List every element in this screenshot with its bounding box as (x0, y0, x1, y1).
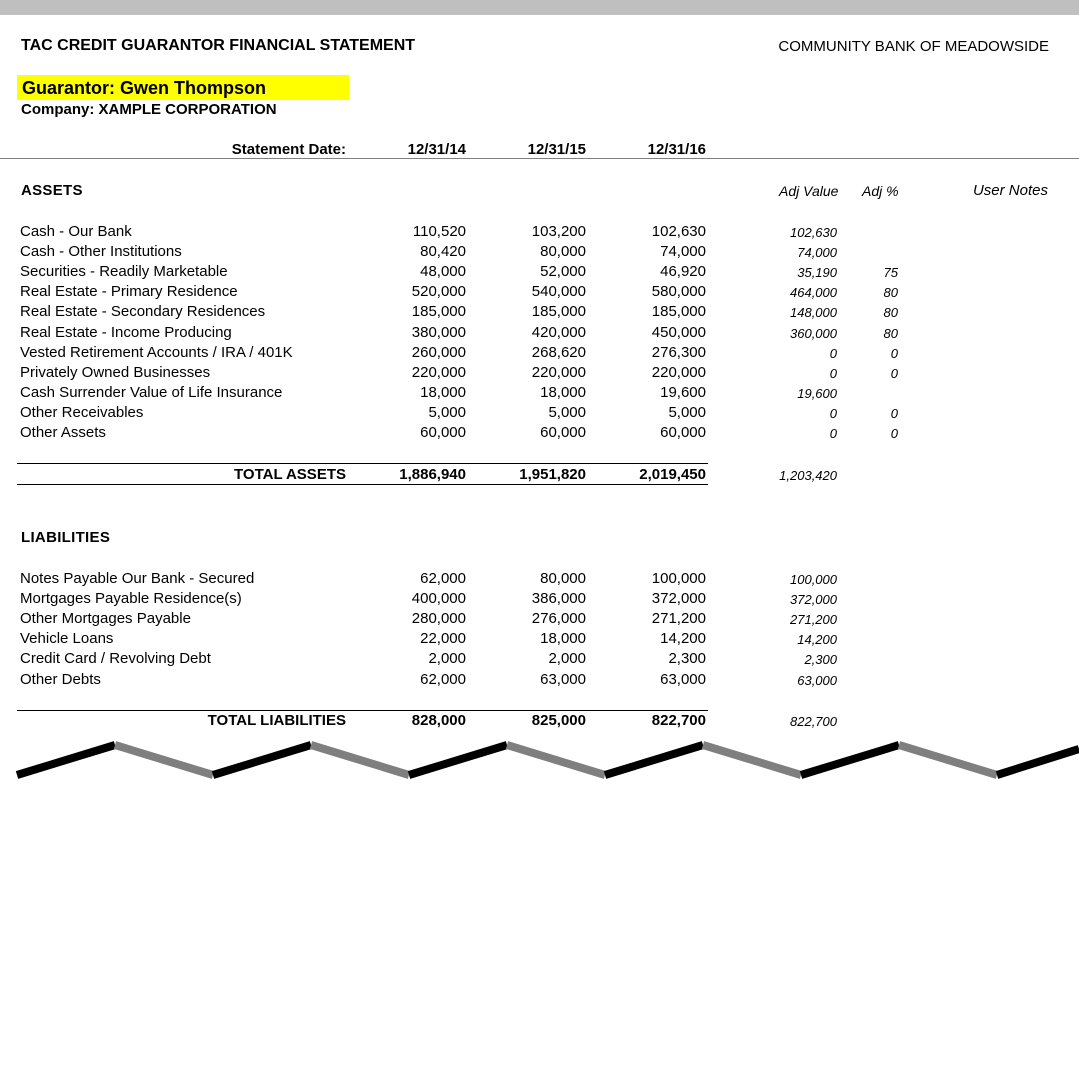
assets-adj-value: 74,000 (797, 245, 837, 261)
total-assets-label: TOTAL ASSETS (234, 466, 346, 483)
assets-adj-value: 0 (829, 365, 837, 381)
assets-label: Cash - Other Institutions (20, 243, 182, 261)
liabilities-row (0, 650, 1079, 670)
liabilities-value-2016: 14,200 (660, 630, 706, 648)
user-notes-header: User Notes (972, 182, 1048, 199)
total-liabilities-2016: 822,700 (651, 712, 706, 729)
liabilities-value-2015: 276,000 (531, 610, 586, 628)
statement-date-label: Statement Date: (231, 141, 346, 158)
assets-value-2014: 520,000 (411, 283, 466, 301)
liabilities-value-2015: 63,000 (540, 670, 586, 688)
liabilities-row (0, 570, 1079, 590)
adj-value-header: Adj Value (779, 183, 839, 199)
assets-adj-pct: 0 (890, 345, 898, 361)
assets-label: Securities - Readily Marketable (20, 263, 228, 281)
assets-adj-pct: 80 (883, 305, 898, 321)
assets-value-2016: 450,000 (651, 323, 706, 341)
assets-value-2015: 103,200 (531, 223, 586, 240)
liabilities-row (0, 590, 1079, 610)
assets-total-bottom-rule (17, 484, 708, 485)
statement-title: TAC CREDIT GUARANTOR FINANCIAL STATEMENT (21, 37, 416, 54)
liabilities-label: Credit Card / Revolving Debt (20, 650, 211, 668)
assets-adj-pct: 80 (883, 285, 898, 301)
liabilities-value-2015: 18,000 (540, 630, 586, 648)
assets-label: Real Estate - Income Producing (20, 323, 232, 341)
liabilities-value-2014: 22,000 (420, 630, 466, 648)
liabilities-label: Vehicle Loans (20, 630, 114, 648)
total-liabilities-adj: 822,700 (790, 714, 837, 729)
assets-value-2014: 5,000 (428, 403, 466, 421)
total-liabilities-row (0, 712, 1079, 734)
guarantor-name: Guarantor: Gwen Thompson (22, 78, 267, 98)
assets-value-2015: 60,000 (540, 424, 586, 441)
bank-name: COMMUNITY BANK OF MEADOWSIDE (778, 38, 1049, 55)
assets-row (0, 243, 1079, 263)
assets-adj-value: 148,000 (790, 305, 837, 321)
assets-adj-pct: 80 (883, 325, 898, 341)
assets-value-2014: 60,000 (420, 424, 466, 441)
assets-row (0, 283, 1079, 303)
liabilities-value-2015: 2,000 (548, 650, 586, 668)
assets-row (0, 384, 1079, 404)
total-liabilities-2015: 825,000 (531, 712, 586, 729)
page-break-zigzag (0, 735, 1079, 785)
assets-value-2016: 276,300 (651, 343, 706, 361)
assets-value-2016: 580,000 (651, 283, 706, 301)
date-column-3: 12/31/16 (647, 141, 706, 158)
assets-adj-pct: 0 (890, 426, 898, 441)
assets-value-2015: 80,000 (540, 243, 586, 261)
assets-value-2014: 110,520 (412, 223, 466, 240)
assets-row (0, 223, 1079, 243)
liabilities-row (0, 610, 1079, 630)
total-assets-2014: 1,886,940 (399, 466, 466, 483)
assets-value-2014: 260,000 (411, 343, 466, 361)
assets-label: Real Estate - Secondary Residences (20, 303, 266, 321)
assets-value-2015: 540,000 (531, 283, 586, 301)
liabilities-label: Mortgages Payable Residence(s) (20, 590, 242, 608)
assets-total-top-rule (17, 463, 708, 464)
header-divider (0, 158, 1079, 159)
assets-adj-value: 360,000 (790, 325, 837, 341)
liabilities-value-2014: 62,000 (420, 670, 466, 688)
assets-adj-value: 35,190 (797, 265, 837, 281)
assets-row (0, 303, 1079, 323)
liabilities-value-2014: 2,000 (428, 650, 466, 668)
assets-value-2016: 19,600 (660, 383, 706, 401)
assets-label: Real Estate - Primary Residence (20, 283, 238, 301)
date-column-1: 12/31/14 (407, 141, 466, 158)
assets-row (0, 404, 1079, 424)
liabilities-adj-value: 271,200 (790, 612, 837, 628)
assets-value-2015: 420,000 (531, 323, 586, 341)
assets-label: Cash Surrender Value of Life Insurance (20, 383, 283, 401)
assets-adj-value: 0 (829, 426, 837, 441)
liabilities-row (0, 630, 1079, 650)
assets-adj-pct: 75 (883, 265, 898, 281)
liabilities-adj-value: 14,200 (797, 632, 837, 648)
total-liabilities-label: TOTAL LIABILITIES (207, 712, 346, 729)
liabilities-adj-value: 372,000 (790, 592, 837, 608)
assets-value-2014: 80,420 (420, 243, 466, 261)
assets-adj-pct: 0 (890, 405, 898, 421)
liabilities-value-2014: 400,000 (411, 590, 466, 608)
liabilities-value-2015: 80,000 (540, 570, 586, 587)
assets-value-2014: 380,000 (411, 323, 466, 341)
assets-value-2016: 60,000 (660, 424, 706, 441)
liabilities-total-top-rule (17, 710, 708, 711)
assets-value-2015: 185,000 (531, 303, 586, 321)
assets-label: Cash - Our Bank (20, 223, 132, 240)
total-liabilities-2014: 828,000 (411, 712, 466, 729)
liabilities-row (0, 671, 1079, 691)
adj-pct-header: Adj % (862, 183, 899, 199)
assets-value-2015: 52,000 (540, 263, 586, 281)
assets-value-2016: 74,000 (660, 243, 706, 261)
assets-value-2016: 185,000 (651, 303, 706, 321)
assets-row (0, 263, 1079, 283)
liabilities-value-2016: 372,000 (651, 590, 706, 608)
assets-value-2014: 18,000 (420, 383, 466, 401)
total-assets-2015: 1,951,820 (519, 466, 586, 483)
assets-row (0, 364, 1079, 384)
assets-value-2015: 268,620 (531, 343, 586, 361)
liabilities-value-2014: 62,000 (420, 570, 466, 587)
liabilities-title: LIABILITIES (21, 529, 111, 546)
assets-adj-value: 19,600 (797, 385, 837, 401)
liabilities-value-2016: 63,000 (660, 670, 706, 688)
top-bar (0, 0, 1079, 15)
liabilities-adj-value: 2,300 (804, 652, 837, 668)
total-assets-2016: 2,019,450 (639, 466, 706, 483)
liabilities-adj-value: 63,000 (797, 672, 837, 688)
assets-row (0, 424, 1079, 444)
assets-adj-value: 0 (829, 345, 837, 361)
assets-row (0, 344, 1079, 364)
liabilities-label: Other Debts (20, 670, 101, 688)
company-name: Company: XAMPLE CORPORATION (21, 101, 277, 118)
liabilities-value-2015: 386,000 (531, 590, 586, 608)
liabilities-adj-value: 100,000 (790, 572, 837, 587)
assets-label: Other Receivables (20, 403, 144, 421)
assets-adj-value: 0 (829, 405, 837, 421)
assets-value-2014: 48,000 (420, 263, 466, 281)
assets-value-2015: 18,000 (540, 383, 586, 401)
total-assets-adj: 1,203,420 (779, 468, 837, 483)
assets-value-2016: 5,000 (668, 403, 706, 421)
assets-value-2016: 102,630 (651, 223, 706, 240)
liabilities-value-2016: 271,200 (651, 610, 706, 628)
assets-value-2014: 185,000 (411, 303, 466, 321)
assets-value-2016: 46,920 (660, 263, 706, 281)
assets-adj-pct: 0 (890, 365, 898, 381)
assets-label: Privately Owned Businesses (20, 363, 211, 381)
assets-value-2015: 5,000 (548, 403, 586, 421)
assets-adj-value: 464,000 (790, 285, 837, 301)
date-column-2: 12/31/15 (527, 141, 586, 158)
liabilities-value-2016: 100,000 (651, 570, 706, 587)
assets-value-2015: 220,000 (531, 363, 586, 381)
assets-value-2014: 220,000 (411, 363, 466, 381)
liabilities-label: Other Mortgages Payable (20, 610, 191, 628)
liabilities-value-2014: 280,000 (411, 610, 466, 628)
assets-adj-value: 102,630 (790, 225, 837, 240)
assets-label: Other Assets (20, 424, 106, 441)
assets-label: Vested Retirement Accounts / IRA / 401K (20, 343, 293, 361)
assets-value-2016: 220,000 (651, 363, 706, 381)
assets-row (0, 324, 1079, 344)
liabilities-label: Notes Payable Our Bank - Secured (20, 570, 255, 587)
liabilities-value-2016: 2,300 (668, 650, 706, 668)
assets-title: ASSETS (21, 182, 83, 199)
